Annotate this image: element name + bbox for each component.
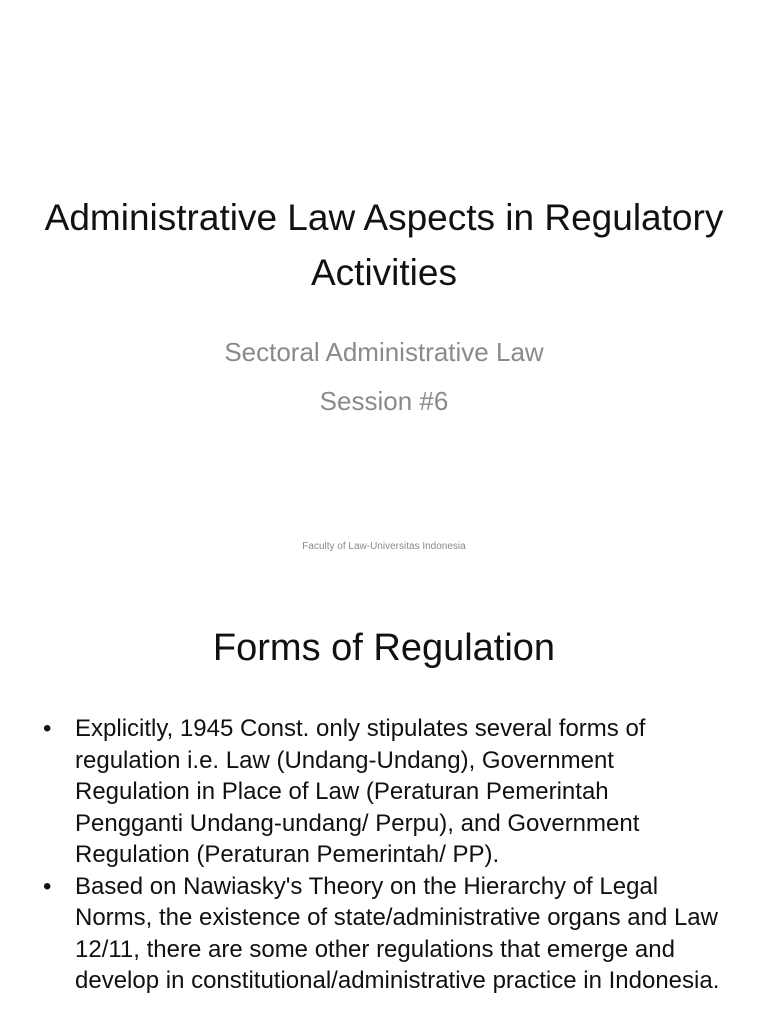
bullet-text: Explicitly, 1945 Const. only stipulates several forms of regulation i.e. Law (Undang-Undang), Government Regulation in Place of Law (Peraturan Pemerintah Pengganti Undang-undang/ Perpu), and Government Regulation (Peraturan Pemerintah/ PP). xyxy=(75,715,646,868)
content-slide xyxy=(0,576,768,1024)
bullet-item xyxy=(40,871,720,997)
bullet-text: Based on Nawiasky's Theory on the Hierarchy of Legal Norms, the existence of state/administrative organs and Law 12/11, there are some other regulations that emerge and develop in constitutional/administrative practice in Indonesia. xyxy=(75,872,720,994)
bullet-item xyxy=(40,713,720,871)
bullet-list xyxy=(40,713,720,997)
bullet-icon: • xyxy=(43,715,52,742)
slide-title: Administrative Law Aspects in Regulatory Activities xyxy=(44,197,724,293)
slide-title: Forms of Regulation xyxy=(212,627,556,669)
bullet-icon: • xyxy=(43,872,52,900)
slide-subtitle: Sectoral Administrative Law xyxy=(224,337,544,367)
session-label: Session #6 xyxy=(319,386,449,416)
slide-footer: Faculty of Law-Universitas Indonesia xyxy=(302,541,466,552)
